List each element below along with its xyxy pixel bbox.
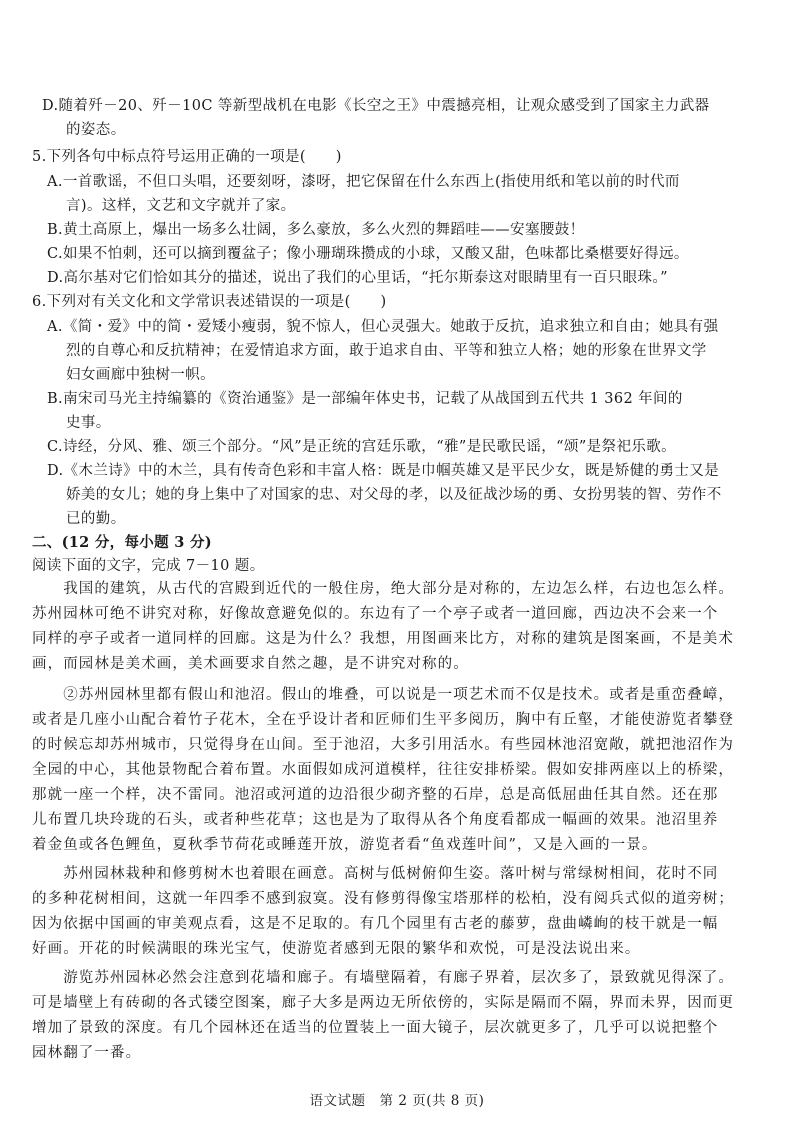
section-instruction: 阅读下面的文字，完成 7－10 题。 — [32, 558, 265, 574]
passage-p1-line2: 苏州园林可绝不讲究对称，好像故意避免似的。东边有了一个亭子或者一道回廊，西边决不会来一个 — [32, 606, 719, 622]
passage-p2-line7: 着金鱼或各色鲤鱼，夏秋季节荷花或睡莲开放，游览者看“鱼戏莲叶间”，又是入画的一景。 — [32, 837, 658, 853]
q6-option-b-line1: B.南宋司马光主持编纂的《资治通鉴》是一部编年体史书，记载了从战国到五代共 1 362 年间的 — [47, 391, 683, 407]
passage-p4-line4: 园林翻了一番。 — [32, 1045, 142, 1061]
passage-p1-line4: 画，而园林是美术画，美术画要求自然之趣，是不讲究对称的。 — [32, 656, 469, 672]
passage-p2-line1: ②苏州园林里都有假山和池沼。假山的堆叠，可以说是一项艺术而不仅是技术。或者是重峦叠嶂， — [32, 687, 734, 703]
q6-stem: 6.下列对有关文化和文学常识表述错误的一项是( ) — [32, 294, 387, 310]
passage-p2-line5: 那就一座一个样，决不雷同。池沼或河道的边沿很少砌齐整的石岸，总是高低屈曲任其自然。还在那 — [32, 787, 719, 803]
q6-option-b-line2: 史事。 — [66, 415, 111, 431]
q6-option-d-line2: 娇美的女儿；她的身上集中了对国家的忠、对父母的孝，以及征战沙场的勇、女扮男装的智、劳作不 — [66, 487, 722, 503]
q6-option-a-line2: 烈的自尊心和反抗精神；在爱情追求方面，敢于追求自由、平等和独立人格；她的形象在世界文学 — [66, 343, 707, 359]
q5-option-a-line2: 言)。这样，文艺和文字就并了家。 — [66, 198, 296, 214]
q5-option-c: C.如果不怕刺，还可以摘到覆盆子；像小珊瑚珠攒成的小球，又酸又甜，色味都比桑椹要好得远。 — [47, 246, 689, 262]
q4-option-d-line2: 的姿态。 — [66, 122, 126, 138]
q4-option-d-line1: D.随着歼－20、歼－10C 等新型战机在电影《长空之王》中震撼亮相，让观众感受到了国家主力武器 — [42, 98, 710, 114]
passage-p3-line4: 好画。开花的时候满眼的珠光宝气，使游览者感到无限的繁华和欢悦，可是没法说出来。 — [32, 941, 641, 957]
q5-stem: 5.下列各句中标点符号运用正确的一项是( ) — [32, 149, 342, 165]
section-heading: 二、(12 分，每小题 3 分) — [32, 534, 212, 551]
passage-p4-line1: 游览苏州园林必然会注意到花墙和廊子。有墙壁隔着，有廊子界着，层次多了，景致就见得深了。 — [32, 970, 734, 986]
passage-p2-line6: 儿布置几块玲珑的石头，或者种些花草；这也是为了取得从各个角度看都成一幅画的效果。池沼里养 — [32, 812, 719, 828]
passage-p3-line2: 的多种花树相间，这就一年四季不感到寂寞。没有修剪得像宝塔那样的松柏，没有阅兵式似的道旁树； — [32, 891, 734, 907]
q6-option-d-line1: D.《木兰诗》中的木兰，具有传奇色彩和丰富人格：既是巾帼英雄又是平民少女，既是矫健的勇士又是 — [47, 463, 720, 479]
q5-option-a-line1: A.一首歌谣，不但口头唱，还要刻呀，漆呀，把它保留在什么东西上(指使用纸和笔以前的时代而 — [47, 174, 680, 190]
q6-option-c: C.诗经，分风、雅、颂三个部分。“风”是正统的宫廷乐歌，“雅”是民歌民谣，“颂”是祭祀乐歌。 — [47, 439, 677, 455]
passage-p3-line1: 苏州园林栽种和修剪树木也着眼在画意。高树与低树俯仰生姿。落叶树与常绿树相间，花时不同 — [32, 866, 719, 882]
q5-option-b: B.黄土高原上，爆出一场多么壮阔，多么豪放，多么火烈的舞蹈哇——安塞腰鼓！ — [47, 222, 585, 238]
q6-option-d-line3: 已的勤。 — [66, 511, 126, 527]
passage-p1-line3: 同样的亭子或者一道同样的回廊。这是为什么？我想，用图画来比方，对称的建筑是图案画，不是美术 — [32, 631, 734, 647]
passage-p2-line3: 的时候忘却苏州城市，只觉得身在山间。至于池沼，大多引用活水。有些园林池沼宽敞，就把池沼作为 — [32, 737, 734, 753]
passage-p2-line4: 全园的中心，其他景物配合着布置。水面假如成河道模样，往往安排桥梁。假如安排两座以上的桥梁， — [32, 762, 734, 778]
passage-p3-line3: 因为依据中国画的审美观点看，这是不足取的。有几个园里有古老的藤萝，盘曲嶙峋的枝干就是一幅 — [32, 916, 719, 932]
q5-option-d: D.高尔基对它们恰如其分的描述，说出了我们的心里话，“托尔斯泰这对眼睛里有一百只眼珠。” — [47, 270, 668, 286]
passage-p2-line2: 或者是几座小山配合着竹子花木，全在乎设计者和匠师们生平多阅历，胸中有丘壑，才能使游览者攀登 — [32, 712, 734, 728]
q6-option-a-line3: 妇女画廊中独树一帜。 — [66, 367, 215, 383]
page-footer: 语文试题 第 2 页(共 8 页) — [309, 1093, 485, 1109]
q6-option-a-line1: A.《简・爱》中的简・爱矮小瘦弱，貌不惊人，但心灵强大。她敢于反抗，追求独立和自由；她具有强 — [47, 319, 719, 335]
passage-p4-line3: 增加了景致的深度。有几个园林还在适当的位置装上一面大镜子，层次就更多了，几乎可以说把整个 — [32, 1020, 719, 1036]
passage-p1-line1: 我国的建筑，从古代的宫殿到近代的一般住房，绝大部分是对称的，左边怎么样，右边也怎么样。 — [32, 581, 734, 597]
passage-p4-line2: 可是墙壁上有砖砌的各式镂空图案，廊子大多是两边无所依傍的，实际是隔而不隔，界而未界，因而更 — [32, 995, 734, 1011]
